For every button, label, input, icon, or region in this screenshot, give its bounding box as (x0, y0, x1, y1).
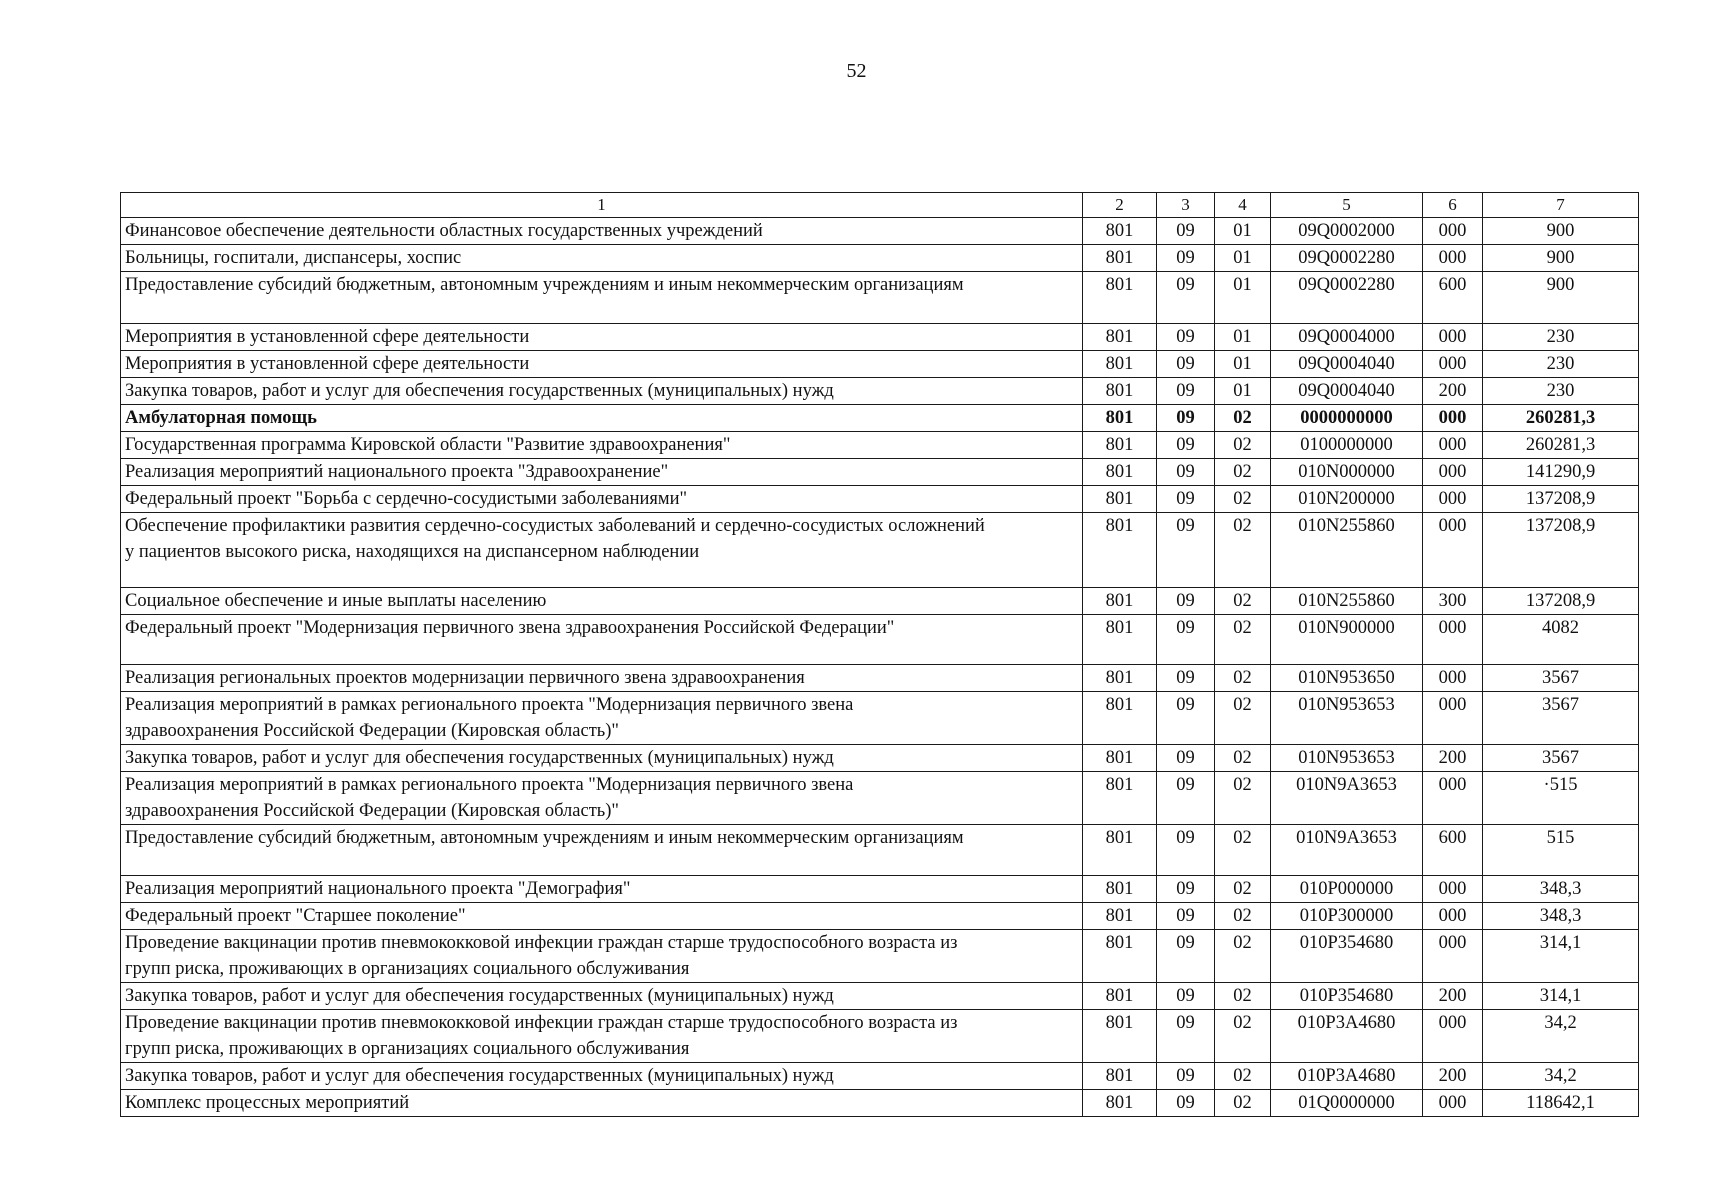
row-name (121, 513, 1083, 588)
ministry-code: 801 (1083, 876, 1157, 903)
section-code: 09 (1157, 615, 1215, 665)
expense-type-code: 600 (1423, 825, 1483, 876)
row-name-line: Реализация мероприятий в рамках регионального проекта "Модернизация первичного звена (125, 695, 854, 715)
row-name-line: Федеральный проект "Борьба с сердечно-сосудистыми заболеваниями" (125, 489, 688, 509)
amount: 137208,9 (1483, 513, 1639, 588)
ministry-code: 801 (1083, 513, 1157, 588)
expense-type-code: 600 (1423, 272, 1483, 324)
row-name-line: Комплекс процессных мероприятий (125, 1093, 410, 1113)
subsection-code: 02 (1215, 486, 1271, 513)
expense-type-code: 200 (1423, 745, 1483, 772)
subsection-code: 02 (1215, 692, 1271, 745)
page-number: 52 (846, 60, 867, 82)
expense-type-code: 000 (1423, 351, 1483, 378)
target-article-code: 010P000000 (1271, 876, 1423, 903)
target-article-code: 010N953653 (1271, 692, 1423, 745)
row-name-line: Закупка товаров, работ и услуг для обеспечения государственных (муниципальных) нужд (125, 986, 834, 1006)
ministry-code: 801 (1083, 825, 1157, 876)
row-name-line: Проведение вакцинации против пневмококковой инфекции граждан старше трудоспособного возраста из (125, 933, 958, 953)
target-article-code: 010N255860 (1271, 513, 1423, 588)
ministry-code: 801 (1083, 1063, 1157, 1090)
row-name-line: Реализация мероприятий национального проекта "Здравоохранение" (125, 462, 669, 482)
table-row (121, 876, 1639, 903)
row-name (121, 432, 1083, 459)
ministry-code: 801 (1083, 1090, 1157, 1117)
table-row (121, 825, 1639, 876)
ministry-code: 801 (1083, 459, 1157, 486)
section-code: 09 (1157, 772, 1215, 825)
amount: 3567 (1483, 745, 1639, 772)
section-code: 09 (1157, 218, 1215, 245)
amount: 314,1 (1483, 930, 1639, 983)
target-article-code: 010N255860 (1271, 588, 1423, 615)
amount: 314,1 (1483, 983, 1639, 1010)
amount: 34,2 (1483, 1063, 1639, 1090)
amount: 230 (1483, 351, 1639, 378)
row-name (121, 588, 1083, 615)
table-row (121, 692, 1639, 745)
amount: 137208,9 (1483, 588, 1639, 615)
expense-type-code: 000 (1423, 432, 1483, 459)
subsection-code: 02 (1215, 405, 1271, 432)
table-row (121, 1063, 1639, 1090)
row-name (121, 692, 1083, 745)
table-row (121, 486, 1639, 513)
row-name-line: Финансовое обеспечение деятельности областных государственных учреждений (125, 221, 763, 241)
row-name-line: Предоставление субсидий бюджетным, автономным учреждениям и иным некоммерческим организациям (125, 828, 964, 848)
amount: 260281,3 (1483, 405, 1639, 432)
table-row (121, 615, 1639, 665)
row-name (121, 272, 1083, 324)
column-header: 3 (1157, 193, 1215, 218)
row-name-line: Закупка товаров, работ и услуг для обеспечения государственных (муниципальных) нужд (125, 748, 834, 768)
amount: 230 (1483, 378, 1639, 405)
ministry-code: 801 (1083, 983, 1157, 1010)
section-code: 09 (1157, 692, 1215, 745)
row-name (121, 1063, 1083, 1090)
subsection-code: 01 (1215, 272, 1271, 324)
row-name-line: здравоохранения Российской Федерации (Кировская область)" (125, 721, 619, 741)
target-article-code: 010N900000 (1271, 615, 1423, 665)
row-name-line: Социальное обеспечение и иные выплаты населению (125, 591, 547, 611)
table-row (121, 513, 1639, 588)
row-name (121, 405, 1083, 432)
ministry-code: 801 (1083, 432, 1157, 459)
row-name (121, 903, 1083, 930)
table-row (121, 930, 1639, 983)
subsection-code: 02 (1215, 930, 1271, 983)
target-article-code: 010N9A3653 (1271, 825, 1423, 876)
ministry-code: 801 (1083, 272, 1157, 324)
table-row (121, 772, 1639, 825)
subsection-code: 02 (1215, 665, 1271, 692)
subsection-code: 02 (1215, 772, 1271, 825)
amount: 137208,9 (1483, 486, 1639, 513)
row-name-line: групп риска, проживающих в организациях социального обслуживания (125, 1039, 690, 1059)
expense-type-code: 000 (1423, 513, 1483, 588)
expense-type-code: 000 (1423, 486, 1483, 513)
column-header: 2 (1083, 193, 1157, 218)
amount: 3567 (1483, 692, 1639, 745)
expense-type-code: 000 (1423, 930, 1483, 983)
expense-type-code: 000 (1423, 405, 1483, 432)
row-name-line: Федеральный проект "Модернизация первичного звена здравоохранения Российской Федерации" (125, 618, 895, 638)
subsection-code: 01 (1215, 218, 1271, 245)
expense-type-code: 000 (1423, 324, 1483, 351)
section-code: 09 (1157, 1063, 1215, 1090)
amount: 4082 (1483, 615, 1639, 665)
subsection-code: 02 (1215, 1063, 1271, 1090)
row-name (121, 459, 1083, 486)
amount: 348,3 (1483, 876, 1639, 903)
ministry-code: 801 (1083, 351, 1157, 378)
section-code: 09 (1157, 378, 1215, 405)
row-name-line: здравоохранения Российской Федерации (Кировская область)" (125, 801, 619, 821)
section-code: 09 (1157, 513, 1215, 588)
ministry-code: 801 (1083, 930, 1157, 983)
section-code: 09 (1157, 1090, 1215, 1117)
row-name-line: Государственная программа Кировской области "Развитие здравоохранения" (125, 435, 731, 455)
table-row (121, 983, 1639, 1010)
expense-type-code: 000 (1423, 665, 1483, 692)
table-row (121, 324, 1639, 351)
subsection-code: 01 (1215, 245, 1271, 272)
expense-type-code: 000 (1423, 218, 1483, 245)
row-name (121, 825, 1083, 876)
row-name (121, 378, 1083, 405)
target-article-code: 09Q0004040 (1271, 378, 1423, 405)
ministry-code: 801 (1083, 1010, 1157, 1063)
table-row (121, 218, 1639, 245)
subsection-code: 02 (1215, 745, 1271, 772)
subsection-code: 02 (1215, 432, 1271, 459)
subsection-code: 02 (1215, 459, 1271, 486)
subsection-code: 01 (1215, 324, 1271, 351)
column-header: 7 (1483, 193, 1639, 218)
row-name-line: Реализация региональных проектов модернизации первичного звена здравоохранения (125, 668, 805, 688)
section-code: 09 (1157, 432, 1215, 459)
section-code: 09 (1157, 272, 1215, 324)
row-name (121, 876, 1083, 903)
amount: 3567 (1483, 665, 1639, 692)
section-code: 09 (1157, 903, 1215, 930)
expense-type-code: 200 (1423, 378, 1483, 405)
amount: 34,2 (1483, 1010, 1639, 1063)
target-article-code: 09Q0002280 (1271, 272, 1423, 324)
column-header: 4 (1215, 193, 1271, 218)
row-name-line: Больницы, госпитали, диспансеры, хоспис (125, 248, 462, 268)
section-code: 09 (1157, 745, 1215, 772)
expense-type-code: 000 (1423, 1010, 1483, 1063)
section-code: 09 (1157, 405, 1215, 432)
ministry-code: 801 (1083, 486, 1157, 513)
row-name (121, 1010, 1083, 1063)
expense-type-code: 000 (1423, 459, 1483, 486)
ministry-code: 801 (1083, 665, 1157, 692)
table-row (121, 459, 1639, 486)
column-header: 6 (1423, 193, 1483, 218)
row-name-line: Реализация мероприятий в рамках регионального проекта "Модернизация первичного звена (125, 775, 854, 795)
expense-type-code: 000 (1423, 692, 1483, 745)
target-article-code: 010N953650 (1271, 665, 1423, 692)
target-article-code: 010P3A4680 (1271, 1063, 1423, 1090)
subsection-code: 02 (1215, 983, 1271, 1010)
expense-type-code: 000 (1423, 876, 1483, 903)
subsection-code: 02 (1215, 1010, 1271, 1063)
section-code: 09 (1157, 486, 1215, 513)
table-row (121, 1010, 1639, 1063)
subsection-code: 02 (1215, 825, 1271, 876)
amount: 118642,1 (1483, 1090, 1639, 1117)
table-row (121, 588, 1639, 615)
amount: 230 (1483, 324, 1639, 351)
row-name (121, 930, 1083, 983)
ministry-code: 801 (1083, 588, 1157, 615)
target-article-code: 0000000000 (1271, 405, 1423, 432)
target-article-code: 010P354680 (1271, 930, 1423, 983)
subsection-code: 01 (1215, 378, 1271, 405)
row-name (121, 324, 1083, 351)
target-article-code: 010P3A4680 (1271, 1010, 1423, 1063)
amount: 348,3 (1483, 903, 1639, 930)
target-article-code: 010N200000 (1271, 486, 1423, 513)
table-row (121, 745, 1639, 772)
table-header-row (121, 193, 1639, 218)
ministry-code: 801 (1083, 324, 1157, 351)
table-row (121, 1090, 1639, 1117)
ministry-code: 801 (1083, 615, 1157, 665)
row-name-line: Закупка товаров, работ и услуг для обеспечения государственных (муниципальных) нужд (125, 381, 834, 401)
column-header: 1 (121, 193, 1083, 218)
section-code: 09 (1157, 983, 1215, 1010)
amount: 515 (1483, 825, 1639, 876)
section-code: 09 (1157, 876, 1215, 903)
section-code: 09 (1157, 665, 1215, 692)
target-article-code: 010N953653 (1271, 745, 1423, 772)
target-article-code: 09Q0002000 (1271, 218, 1423, 245)
section-code: 09 (1157, 588, 1215, 615)
expense-type-code: 000 (1423, 245, 1483, 272)
subsection-code: 02 (1215, 1090, 1271, 1117)
table-row (121, 245, 1639, 272)
row-name (121, 245, 1083, 272)
target-article-code: 010P300000 (1271, 903, 1423, 930)
expense-type-code: 000 (1423, 772, 1483, 825)
amount: 260281,3 (1483, 432, 1639, 459)
row-name-line: Закупка товаров, работ и услуг для обеспечения государственных (муниципальных) нужд (125, 1066, 834, 1086)
subsection-code: 02 (1215, 588, 1271, 615)
ministry-code: 801 (1083, 903, 1157, 930)
section-code: 09 (1157, 825, 1215, 876)
row-name (121, 615, 1083, 665)
target-article-code: 010P354680 (1271, 983, 1423, 1010)
row-name-line: Мероприятия в установленной сфере деятельности (125, 327, 530, 347)
ministry-code: 801 (1083, 692, 1157, 745)
section-code: 09 (1157, 324, 1215, 351)
table-row (121, 378, 1639, 405)
expense-type-code: 000 (1423, 615, 1483, 665)
expense-type-code: 200 (1423, 1063, 1483, 1090)
ministry-code: 801 (1083, 245, 1157, 272)
section-code: 09 (1157, 1010, 1215, 1063)
row-name-line: Реализация мероприятий национального проекта "Демография" (125, 879, 631, 899)
row-name-line: Проведение вакцинации против пневмококковой инфекции граждан старше трудоспособного возраста из (125, 1013, 958, 1033)
amount: 900 (1483, 272, 1639, 324)
subsection-code: 02 (1215, 876, 1271, 903)
row-name (121, 665, 1083, 692)
row-name-line: групп риска, проживающих в организациях социального обслуживания (125, 959, 690, 979)
subsection-code: 01 (1215, 351, 1271, 378)
amount: ·515 (1483, 772, 1639, 825)
section-code: 09 (1157, 459, 1215, 486)
target-article-code: 01Q0000000 (1271, 1090, 1423, 1117)
table-body (121, 218, 1639, 1117)
target-article-code: 010N9A3653 (1271, 772, 1423, 825)
row-name (121, 218, 1083, 245)
row-name-line: Обеспечение профилактики развития сердечно-сосудистых заболеваний и сердечно-сосудистых осложнений (125, 516, 985, 536)
ministry-code: 801 (1083, 405, 1157, 432)
ministry-code: 801 (1083, 378, 1157, 405)
section-code: 09 (1157, 245, 1215, 272)
row-name-line: Амбулаторная помощь (125, 408, 317, 428)
ministry-code: 801 (1083, 218, 1157, 245)
target-article-code: 09Q0004000 (1271, 324, 1423, 351)
section-code: 09 (1157, 930, 1215, 983)
row-name (121, 772, 1083, 825)
row-name-line: у пациентов высокого риска, находящихся на диспансерном наблюдении (125, 542, 700, 562)
row-name (121, 983, 1083, 1010)
table-row (121, 272, 1639, 324)
expense-type-code: 300 (1423, 588, 1483, 615)
row-name-line: Федеральный проект "Старшее поколение" (125, 906, 466, 926)
row-name (121, 745, 1083, 772)
row-name (121, 351, 1083, 378)
table-row (121, 903, 1639, 930)
target-article-code: 09Q0002280 (1271, 245, 1423, 272)
target-article-code: 010N000000 (1271, 459, 1423, 486)
table-row (121, 351, 1639, 378)
row-name (121, 1090, 1083, 1117)
amount: 900 (1483, 218, 1639, 245)
budget-table (120, 192, 1639, 1117)
ministry-code: 801 (1083, 745, 1157, 772)
table-row (121, 405, 1639, 432)
amount: 900 (1483, 245, 1639, 272)
row-name (121, 486, 1083, 513)
table-row (121, 665, 1639, 692)
row-name-line: Мероприятия в установленной сфере деятельности (125, 354, 530, 374)
expense-type-code: 200 (1423, 983, 1483, 1010)
expense-type-code: 000 (1423, 903, 1483, 930)
expense-type-code: 000 (1423, 1090, 1483, 1117)
section-code: 09 (1157, 351, 1215, 378)
subsection-code: 02 (1215, 903, 1271, 930)
target-article-code: 09Q0004040 (1271, 351, 1423, 378)
subsection-code: 02 (1215, 615, 1271, 665)
amount: 141290,9 (1483, 459, 1639, 486)
column-header: 5 (1271, 193, 1423, 218)
table-row (121, 432, 1639, 459)
row-name-line: Предоставление субсидий бюджетным, автономным учреждениям и иным некоммерческим организациям (125, 275, 964, 295)
ministry-code: 801 (1083, 772, 1157, 825)
target-article-code: 0100000000 (1271, 432, 1423, 459)
subsection-code: 02 (1215, 513, 1271, 588)
